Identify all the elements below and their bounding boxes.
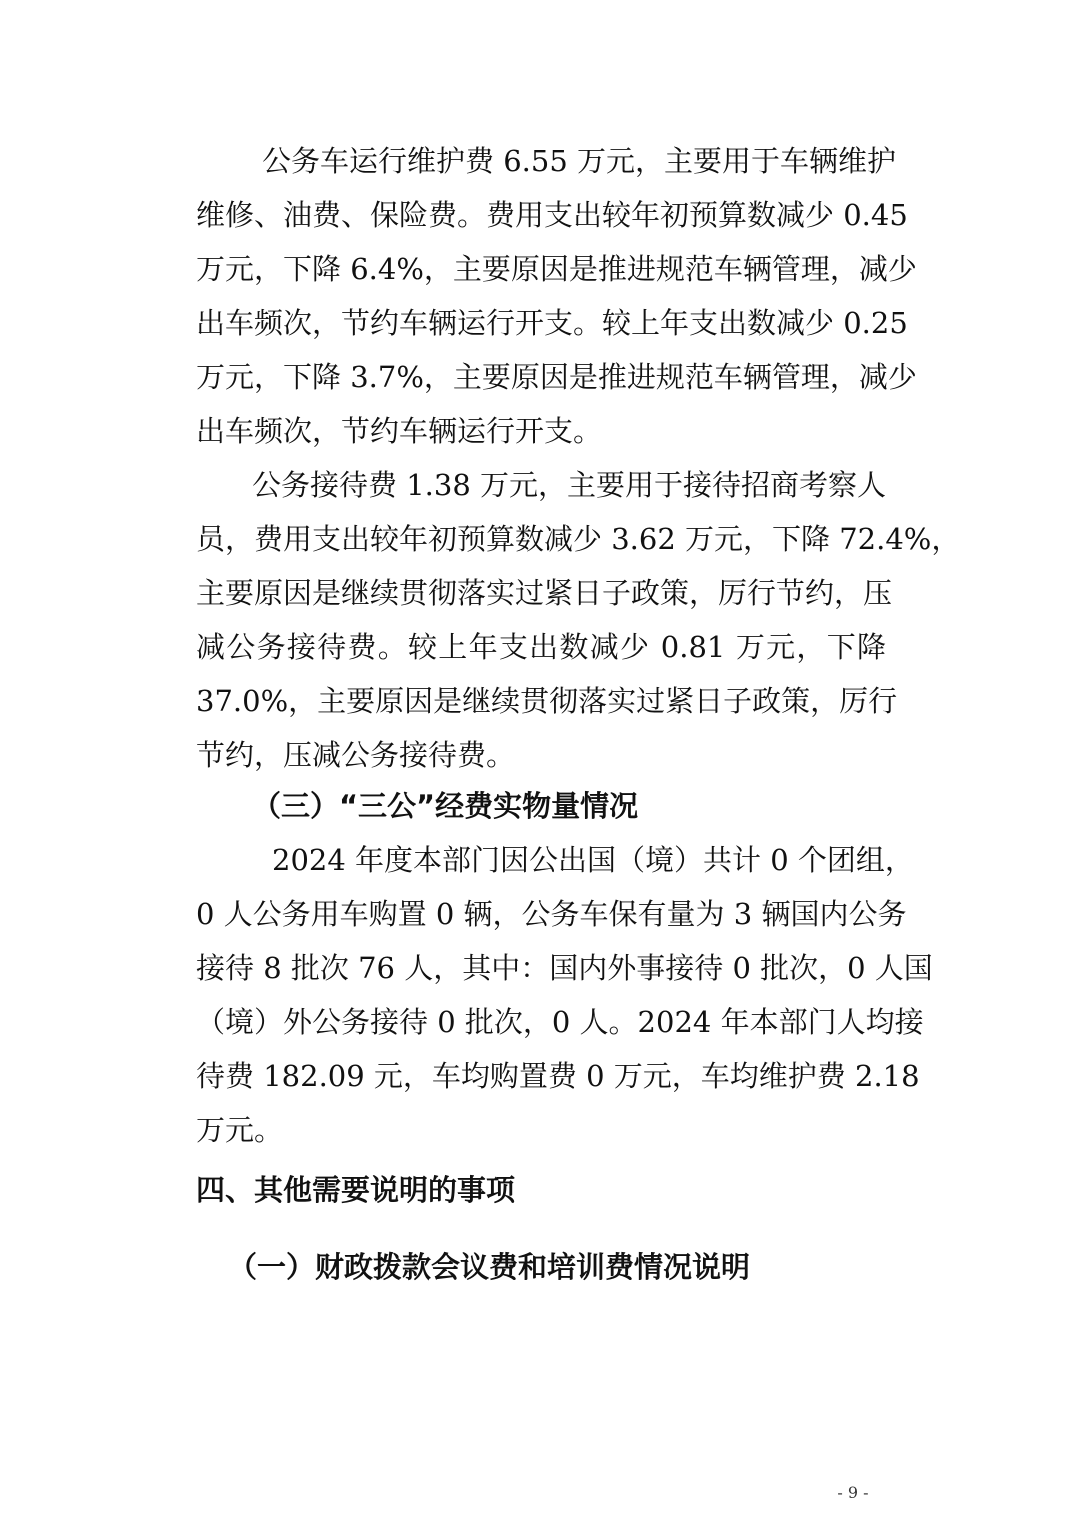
paragraph-2-line-4: 减公务接待费。较上年支出数减少 0.81 万元，下降 [196, 630, 886, 664]
paragraph-1-line-1: 公务车运行维护费 6.55 万元，主要用于车辆维护 [262, 144, 897, 178]
paragraph-2-line-2: 员，费用支出较年初预算数减少 3.62 万元，下降 72.4%， [196, 522, 961, 556]
paragraph-1-line-5: 万元，下降 3.7%，主要原因是推进规范车辆管理，减少 [196, 360, 917, 394]
paragraph-1-line-6: 出车频次，节约车辆运行开支。 [196, 414, 603, 448]
subheading-san-gong-quantity: （三）“三公”经费实物量情况 [252, 789, 639, 823]
paragraph-2-line-5: 37.0%，主要原因是继续贯彻落实过紧日子政策，厉行 [196, 684, 898, 718]
paragraph-3-line-5: 待费 182.09 元，车均购置费 0 万元，车均维护费 2.18 [196, 1059, 920, 1093]
paragraph-2-line-3: 主要原因是继续贯彻落实过紧日子政策，厉行节约，压 [196, 576, 893, 610]
paragraph-3-line-3: 接待 8 批次 76 人，其中：国内外事接待 0 批次，0 人国 [196, 951, 933, 985]
page-number: - 9 - [837, 1483, 869, 1502]
paragraph-1-line-3: 万元，下降 6.4%，主要原因是推进规范车辆管理，减少 [196, 252, 917, 286]
paragraph-3-line-1: 2024 年度本部门因公出国（境）共计 0 个团组， [272, 843, 914, 877]
paragraph-3-line-2: 0 人公务用车购置 0 辆，公务车保有量为 3 辆国内公务 [196, 897, 907, 931]
paragraph-3-line-6: 万元。 [196, 1113, 284, 1147]
section-heading-other-matters: 四、其他需要说明的事项 [196, 1173, 516, 1207]
paragraph-2-line-1: 公务接待费 1.38 万元，主要用于接待招商考察人 [252, 468, 887, 502]
paragraph-1-line-4: 出车频次，节约车辆运行开支。较上年支出数减少 0.25 [196, 306, 908, 340]
paragraph-3-line-4: （境）外公务接待 0 批次，0 人。2024 年本部门人均接 [196, 1005, 924, 1039]
paragraph-1-line-2: 维修、油费、保险费。费用支出较年初预算数减少 0.45 [196, 198, 908, 232]
subheading-meeting-training-fees: （一）财政拨款会议费和培训费情况说明 [228, 1250, 751, 1284]
paragraph-2-line-6: 节约，压减公务接待费。 [196, 738, 516, 772]
